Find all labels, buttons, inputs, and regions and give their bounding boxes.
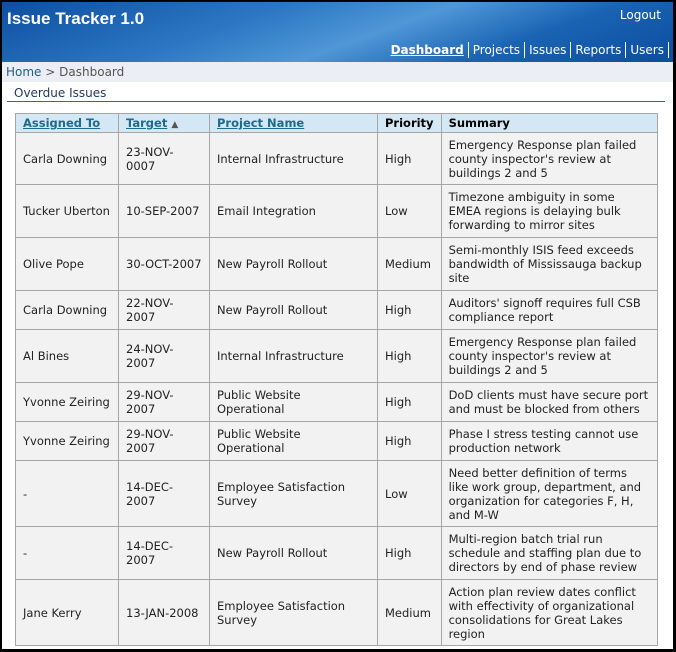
cell-summary: Need better definition of terms like work group, department, and organization for categories F, H, and M-W [441, 461, 657, 527]
cell-summary: Timezone ambiguity in some EMEA regions is delaying bulk forwarding to mirror sites [441, 185, 657, 238]
overdue-issues-table [15, 113, 658, 646]
cell-target: 22-NOV-2007 [119, 291, 210, 330]
nav-issues[interactable]: Issues [525, 42, 571, 58]
table-row [16, 238, 658, 291]
app-title: Issue Tracker 1.0 [7, 9, 145, 28]
breadcrumb-home[interactable]: Home [6, 65, 42, 79]
cell-project-name: Employee Satisfaction Survey [210, 580, 378, 646]
cell-project-name: New Payroll Rollout [210, 291, 378, 330]
cell-assigned-to: Jane Kerry [16, 580, 119, 646]
cell-target: 23-NOV-0007 [119, 133, 210, 185]
section-divider [7, 101, 665, 102]
sort-assigned-to-link[interactable]: Assigned To [23, 116, 101, 130]
cell-summary: Auditors' signoff requires full CSB compliance report [441, 291, 657, 330]
main-nav [387, 42, 669, 58]
cell-priority: High [378, 383, 442, 422]
nav-reports[interactable]: Reports [571, 42, 626, 58]
cell-summary: Multi-region batch trial run schedule and staffing plan due to directors by end of phase review [441, 527, 657, 580]
cell-target: 14-DEC-2007 [119, 461, 210, 527]
cell-project-name: Internal Infrastructure [210, 133, 378, 185]
cell-summary: Action plan review dates conflict with effectivity of organizational consolidations for Great Lakes region [441, 580, 657, 646]
cell-summary: Semi-monthly ISIS feed exceeds bandwidth of Mississauga backup site [441, 238, 657, 291]
table-row [16, 383, 658, 422]
sort-target-link[interactable]: Target [126, 116, 168, 130]
logout-link[interactable]: Logout [619, 8, 661, 22]
cell-summary: Emergency Response plan failed county inspector's review at buildings 2 and 5 [441, 133, 657, 185]
nav-users[interactable]: Users [626, 42, 669, 58]
cell-assigned-to: Al Bines [16, 330, 119, 383]
table-row [16, 461, 658, 527]
cell-summary: DoD clients must have secure port and must be blocked from others [441, 383, 657, 422]
table-row [16, 580, 658, 646]
table-row [16, 330, 658, 383]
cell-target: 29-NOV-2007 [119, 422, 210, 461]
app-header [2, 2, 673, 62]
breadcrumb-separator: > [45, 65, 56, 79]
nav-projects[interactable]: Projects [469, 42, 525, 58]
cell-target: 30-OCT-2007 [119, 238, 210, 291]
cell-priority: Medium [378, 238, 442, 291]
cell-priority: Low [378, 461, 442, 527]
cell-summary: Emergency Response plan failed county inspector's review at buildings 2 and 5 [441, 330, 657, 383]
cell-project-name: Public Website Operational [210, 422, 378, 461]
table-row [16, 527, 658, 580]
table-row [16, 291, 658, 330]
nav-dashboard[interactable]: Dashboard [387, 42, 469, 58]
cell-assigned-to: Tucker Uberton [16, 185, 119, 238]
table-row [16, 133, 658, 185]
sort-project-name-link[interactable]: Project Name [217, 116, 305, 130]
header-target[interactable] [119, 114, 210, 133]
header-project-name[interactable] [210, 114, 378, 133]
cell-project-name: Internal Infrastructure [210, 330, 378, 383]
cell-assigned-to: Yvonne Zeiring [16, 383, 119, 422]
cell-target: 13-JAN-2008 [119, 580, 210, 646]
cell-target: 24-NOV-2007 [119, 330, 210, 383]
header-summary: Summary [441, 114, 657, 133]
cell-priority: High [378, 422, 442, 461]
cell-priority: High [378, 527, 442, 580]
sort-ascending-icon: ▲ [171, 120, 179, 130]
cell-project-name: Employee Satisfaction Survey [210, 461, 378, 527]
cell-project-name: Email Integration [210, 185, 378, 238]
cell-assigned-to: Carla Downing [16, 133, 119, 185]
header-priority: Priority [378, 114, 442, 133]
cell-assigned-to: - [16, 461, 119, 527]
cell-priority: High [378, 330, 442, 383]
table-row [16, 185, 658, 238]
cell-target: 29-NOV-2007 [119, 383, 210, 422]
cell-priority: High [378, 133, 442, 185]
cell-target: 10-SEP-2007 [119, 185, 210, 238]
cell-assigned-to: Carla Downing [16, 291, 119, 330]
cell-priority: Low [378, 185, 442, 238]
cell-project-name: New Payroll Rollout [210, 238, 378, 291]
cell-assigned-to: Yvonne Zeiring [16, 422, 119, 461]
cell-priority: High [378, 291, 442, 330]
table-row [16, 422, 658, 461]
header-assigned-to[interactable] [16, 114, 119, 133]
cell-target: 14-DEC-2007 [119, 527, 210, 580]
cell-project-name: New Payroll Rollout [210, 527, 378, 580]
breadcrumb-current: Dashboard [59, 65, 125, 79]
cell-summary: Phase I stress testing cannot use production network [441, 422, 657, 461]
table-header-row [16, 114, 658, 133]
cell-project-name: Public Website Operational [210, 383, 378, 422]
cell-priority: Medium [378, 580, 442, 646]
breadcrumb [2, 62, 673, 82]
section-title: Overdue Issues [14, 86, 107, 100]
cell-assigned-to: - [16, 527, 119, 580]
cell-assigned-to: Olive Pope [16, 238, 119, 291]
